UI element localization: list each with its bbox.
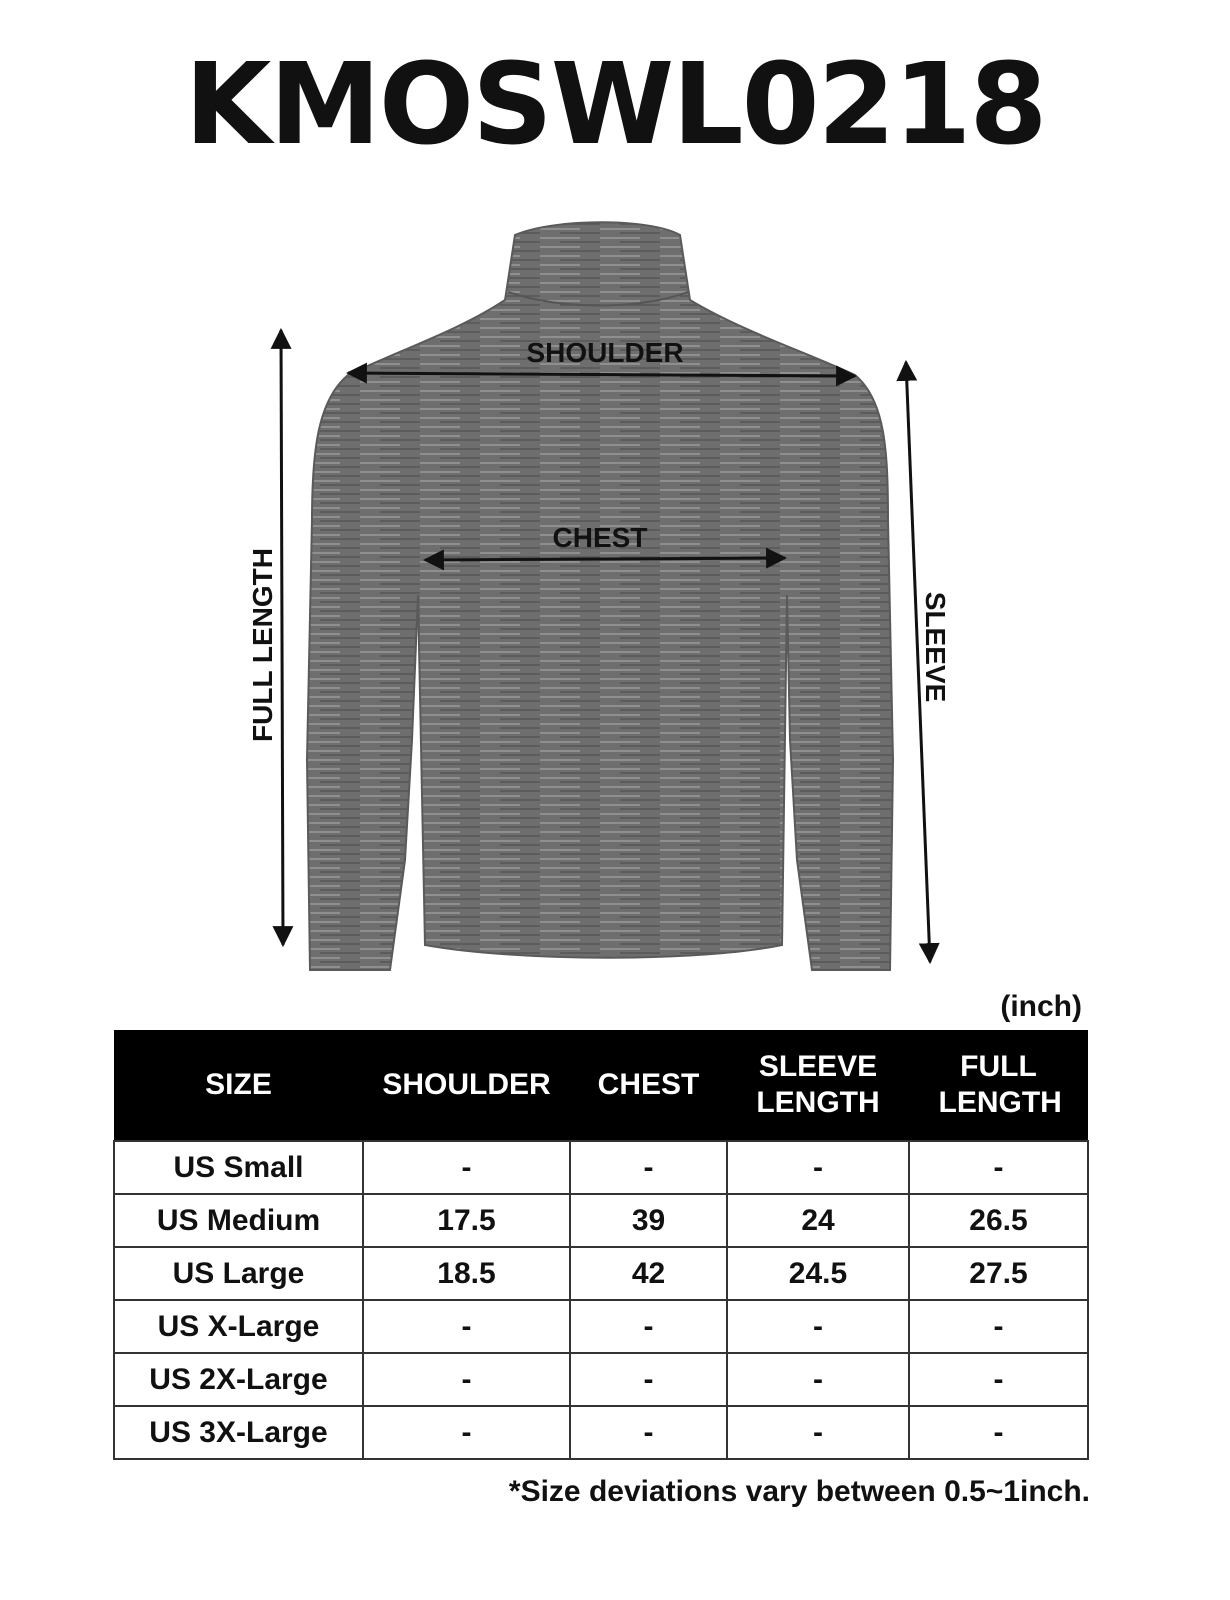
cell-size: US 3X-Large xyxy=(114,1406,363,1459)
cell-shoulder: 18.5 xyxy=(363,1247,570,1300)
table-row xyxy=(114,1300,1088,1353)
table-row xyxy=(114,1406,1088,1459)
header-sleeve-length: SLEEVE LENGTH xyxy=(727,1030,909,1141)
size-deviation-note: *Size deviations vary between 0.5~1inch. xyxy=(508,1475,1090,1508)
chest-label: CHEST xyxy=(552,522,648,553)
cell-full-length: - xyxy=(909,1141,1088,1194)
table-row xyxy=(114,1353,1088,1406)
cell-size: US X-Large xyxy=(114,1300,363,1353)
cell-sleeve-length: - xyxy=(727,1141,909,1194)
full-length-arrow xyxy=(281,330,283,945)
cell-sleeve-length: 24 xyxy=(727,1194,909,1247)
cell-size: US 2X-Large xyxy=(114,1353,363,1406)
shoulder-label: SHOULDER xyxy=(526,337,684,368)
cell-chest: 42 xyxy=(570,1247,727,1300)
cell-shoulder: 17.5 xyxy=(363,1194,570,1247)
cell-chest: - xyxy=(570,1406,727,1459)
unit-label: (inch) xyxy=(1000,990,1082,1023)
cell-chest: - xyxy=(570,1353,727,1406)
header-size: SIZE xyxy=(114,1030,363,1141)
cell-shoulder: - xyxy=(363,1406,570,1459)
cell-chest: - xyxy=(570,1141,727,1194)
header-full-length: FULL LENGTH xyxy=(909,1030,1088,1141)
cell-chest: - xyxy=(570,1300,727,1353)
product-code-title: KMOSWL0218 xyxy=(184,40,1046,170)
sweater-body xyxy=(307,222,893,970)
cell-full-length: 27.5 xyxy=(909,1247,1088,1300)
cell-full-length: - xyxy=(909,1406,1088,1459)
header-chest: CHEST xyxy=(570,1030,727,1141)
sweater-measurement-diagram xyxy=(0,200,1230,1000)
cell-chest: 39 xyxy=(570,1194,727,1247)
cell-sleeve-length: - xyxy=(727,1406,909,1459)
table-header-row xyxy=(114,1030,1088,1141)
cell-full-length: 26.5 xyxy=(909,1194,1088,1247)
cell-shoulder: - xyxy=(363,1300,570,1353)
cell-full-length: - xyxy=(909,1300,1088,1353)
table-row xyxy=(114,1194,1088,1247)
cell-shoulder: - xyxy=(363,1353,570,1406)
cell-size: US Medium xyxy=(114,1194,363,1247)
table-row xyxy=(114,1247,1088,1300)
chest-arrow xyxy=(425,558,785,560)
cell-sleeve-length: 24.5 xyxy=(727,1247,909,1300)
header-shoulder: SHOULDER xyxy=(363,1030,570,1141)
cell-shoulder: - xyxy=(363,1141,570,1194)
full-length-label: FULL LENGTH xyxy=(247,548,278,742)
cell-sleeve-length: - xyxy=(727,1353,909,1406)
cell-full-length: - xyxy=(909,1353,1088,1406)
sleeve-label: SLEEVE xyxy=(920,591,951,703)
cell-sleeve-length: - xyxy=(727,1300,909,1353)
size-chart-table xyxy=(113,1030,1089,1460)
cell-size: US Small xyxy=(114,1141,363,1194)
table-row xyxy=(114,1141,1088,1194)
cell-size: US Large xyxy=(114,1247,363,1300)
